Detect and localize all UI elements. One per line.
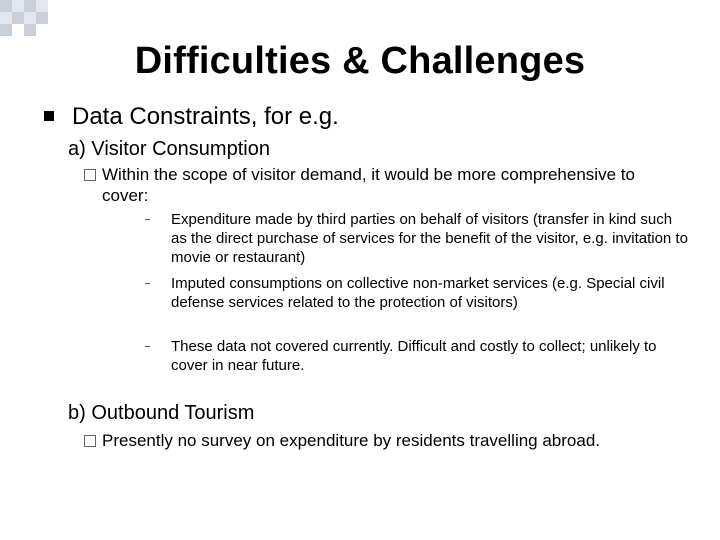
section-heading-visitor-consumption: a) Visitor Consumption	[68, 138, 270, 160]
section-heading-outbound-tourism: b) Outbound Tourism	[68, 402, 255, 424]
slide-title: Difficulties & Challenges	[134, 40, 586, 82]
sub-bullet-text: Presently no survey on expenditure by residents travelling abroad.	[102, 431, 601, 450]
hollow-square-bullet-icon	[84, 435, 96, 447]
detail-item-text: Imputed consumptions on collective non-market services (e.g. Special civil defense services related to the protection of visitors)	[171, 275, 665, 311]
detail-item-text: Expenditure made by third parties on behalf of visitors (transfer in kind such as the direct purchase of services for the benefit of the visitor, e.g. invitation to movie or restaurant)	[171, 211, 688, 266]
dash-bullet-icon	[145, 219, 150, 220]
corner-pattern	[0, 0, 720, 40]
hollow-square-bullet-icon	[84, 169, 96, 181]
dash-bullet-icon	[145, 346, 150, 347]
dash-bullet-icon	[145, 283, 150, 284]
square-bullet-icon	[44, 111, 54, 121]
main-point-text: Data Constraints, for e.g.	[72, 103, 339, 130]
detail-item-text: These data not covered currently. Difficult and costly to collect; unlikely to cover in near future.	[171, 338, 657, 374]
main-bullet	[44, 100, 694, 134]
sub-bullet-text: Within the scope of visitor demand, it would be more comprehensive to cover:	[102, 165, 635, 205]
